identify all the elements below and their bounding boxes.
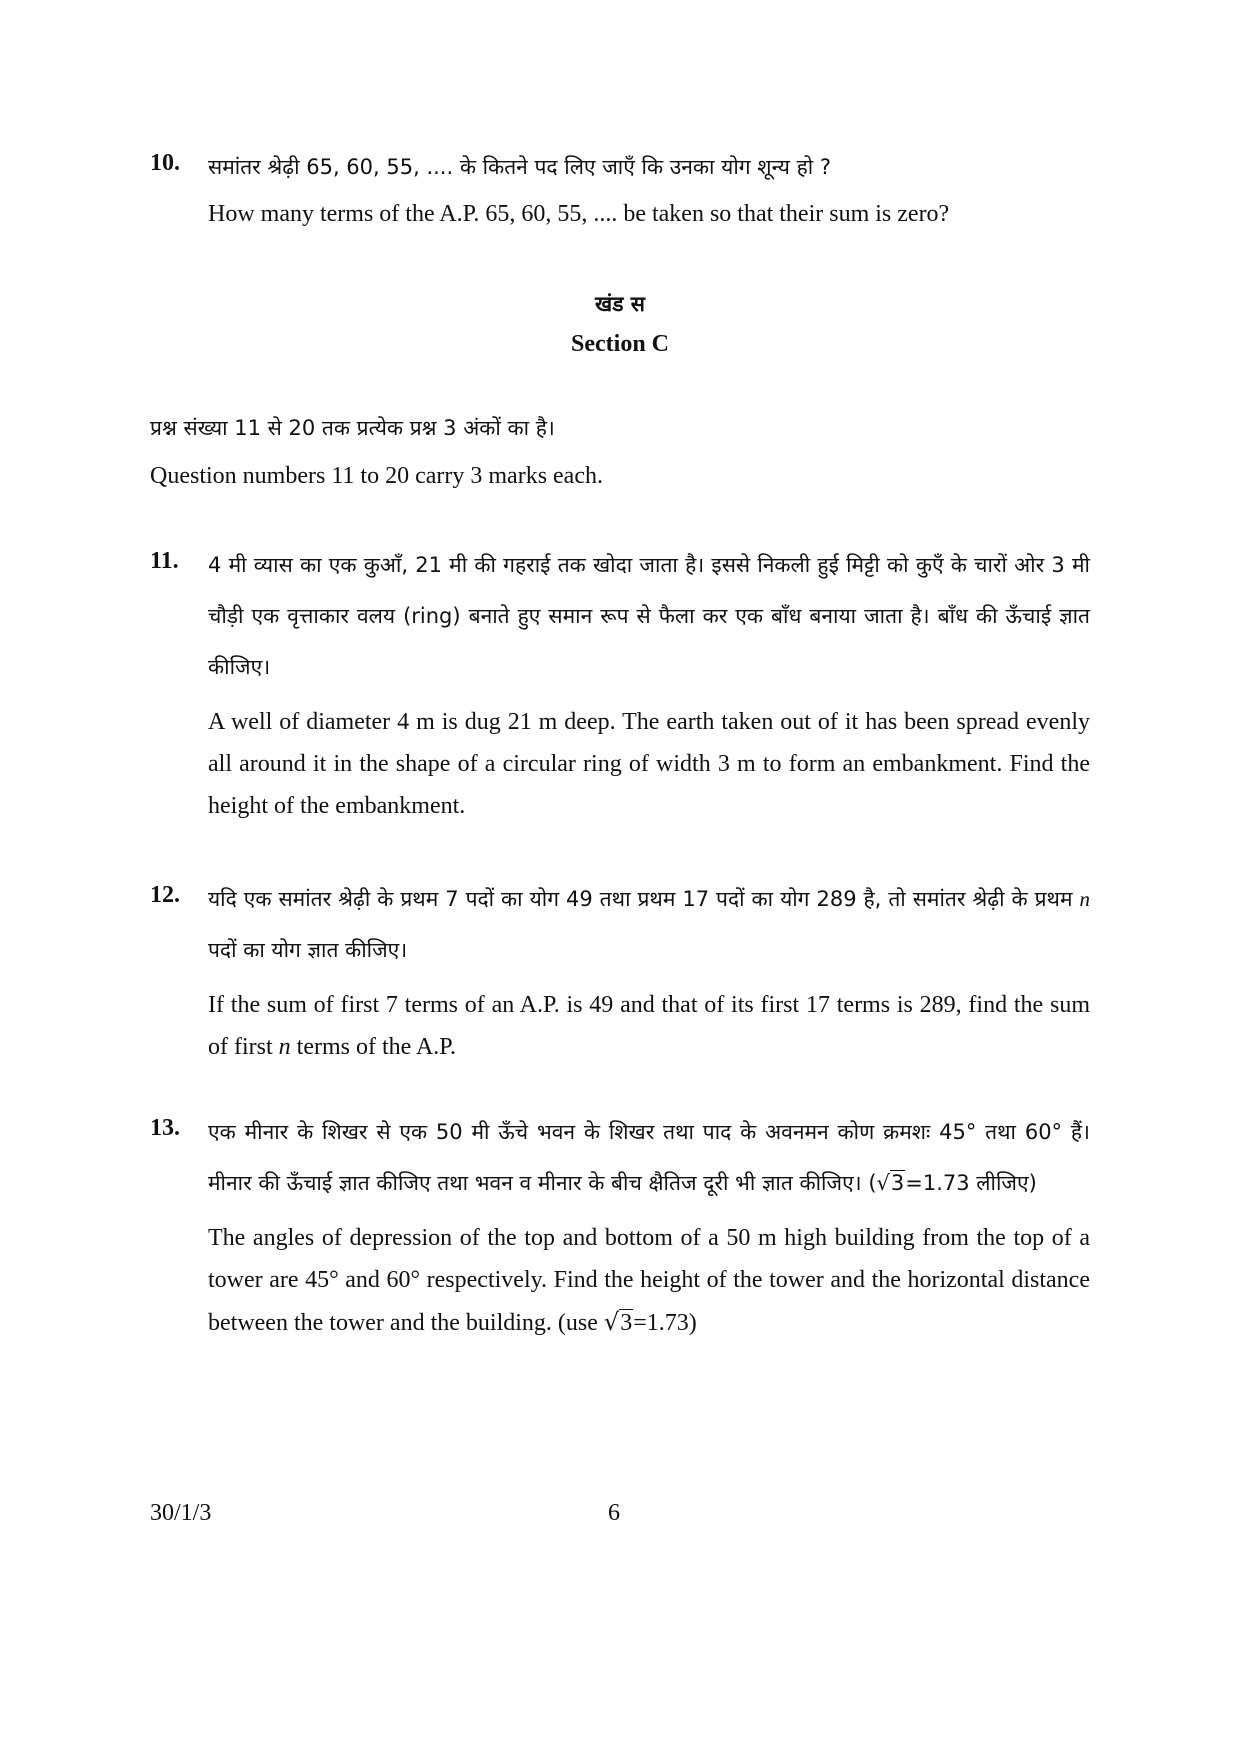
section-title-english: Section C [571,331,669,357]
question-12 [150,874,1090,1068]
question-number: 13. [150,1115,180,1141]
question-text-hindi: 4 मी व्यास का एक कुआँ, 21 मी की गहराई तक खोदा जाता है। इससे निकली हुई मिट्टी को कुएँ के चारों ओर 3 मी चौड़ी एक वृत्ताकार वलय (ring) बनाते हुए समान रूप से फैला कर एक बाँध बनाया जाता है। बाँध की ऊँचाई ज्ञात कीजिए। [208,553,1090,679]
text-part: The angles of depression of the top and bottom of a 50 m high building from the top of a tower are 45° and 60° respectively. Find the height of the tower and the horizontal distance between the tower and the building. (use [208,1225,1090,1336]
page-number: 6 [608,1500,620,1526]
question-text-hindi: समांतर श्रेढ़ी 65, 60, 55, .... के कितने पद लिए जाएँ कि उनका योग शून्य हो ? [208,155,832,179]
section-instructions [150,405,1090,497]
text-part: पदों का योग ज्ञात कीजिए। [208,938,408,962]
question-text-english [208,1217,1090,1344]
square-root-radicand: 3 [620,1310,633,1336]
question-text-hindi [208,874,1090,976]
question-13 [150,1107,1090,1344]
paper-code: 30/1/3 [150,1500,212,1526]
section-heading [0,284,1240,364]
text-part: terms of the A.P. [290,1034,456,1060]
question-text-english: A well of diameter 4 m is dug 21 m deep. The earth taken out of it has been spread evenly all around it in the shape of a circular ring of width 3 m to form an embankment. Find the height of the embankment. [208,709,1090,819]
question-body [208,874,1090,1068]
question-text-english [208,984,1090,1068]
text-part: यदि एक समांतर श्रेढ़ी के प्रथम 7 पदों का योग 49 तथा प्रथम 17 पदों का योग 289 है, तो समांतर श्रेढ़ी के प्रथम [208,887,1080,911]
section-title-hindi: खंड स [595,292,645,316]
question-11 [150,540,1090,827]
instruction-hindi: प्रश्न संख्या 11 से 20 तक प्रत्येक प्रश्न 3 अंकों का है। [150,416,555,440]
text-part: =1.73) [633,1310,697,1336]
question-body [208,540,1090,827]
question-body [208,1107,1090,1344]
question-number: 11. [150,548,179,574]
instruction-english: Question numbers 11 to 20 carry 3 marks each. [150,463,603,489]
question-10 [150,142,1090,235]
text-part: =1.73 लीजिए) [905,1171,1037,1195]
square-root-radicand: 3 [890,1171,905,1195]
variable-n: n [278,1034,291,1060]
variable-n: n [1079,887,1090,911]
question-text-hindi [208,1107,1090,1209]
question-number: 12. [150,882,180,908]
square-root-symbol: √ [603,1308,620,1336]
question-number: 10. [150,150,180,176]
question-text-english: How many terms of the A.P. 65, 60, 55, .... be taken so that their sum is zero? [208,201,950,227]
square-root-expression [877,1158,906,1209]
text-part: If the sum of first 7 terms of an A.P. is 49 and that of its first 17 terms is 289, find the sum of first [208,992,1090,1060]
question-body [208,142,1090,235]
square-root-expression [604,1301,633,1344]
square-root-symbol: √ [876,1171,890,1195]
text-part: एक मीनार के शिखर से एक 50 मी ऊँचे भवन के शिखर तथा पाद के अवनमन कोण क्रमशः 45° तथा 60° हैं। मीनार की ऊँचाई ज्ञात कीजिए तथा भवन व मीनार के बीच क्षैतिज दूरी भी ज्ञात कीजिए। ( [208,1120,1090,1195]
